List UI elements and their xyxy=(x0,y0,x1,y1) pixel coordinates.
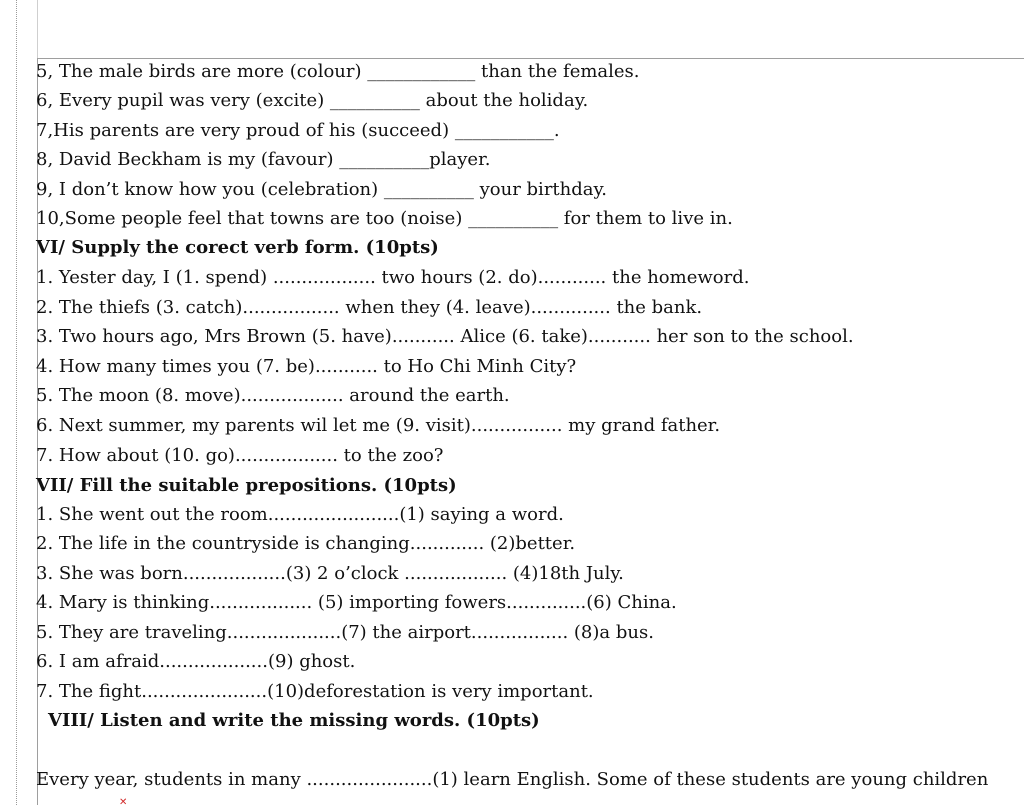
preposition-item-4: 4. Mary is thinking.................. (5) importing fowers..............(6) China. xyxy=(36,592,677,613)
verb-form-item-7: 7. How about (10. go).................. to the zoo? xyxy=(36,445,444,466)
exercise-item-5: 5, The male birds are more (colour) ____________ than the females. xyxy=(36,61,640,82)
verb-form-item-4: 4. How many times you (7. be)........... to Ho Chi Minh City? xyxy=(36,356,577,377)
verb-form-item-6: 6. Next summer, my parents wil let me (9. visit)................ my grand father. xyxy=(36,415,721,436)
exercise-item-7: 7,His parents are very proud of his (succeed) ___________. xyxy=(36,120,560,141)
preposition-item-1: 1. She went out the room.......................(1) saying a word. xyxy=(36,504,564,525)
exercise-item-9: 9, I don’t know how you (celebration) __________ your birthday. xyxy=(36,179,607,200)
exercise-item-10: 10,Some people feel that towns are too (noise) __________ for them to live in. xyxy=(36,208,733,229)
previous-page-border xyxy=(37,0,38,58)
preposition-item-7: 7. The fight......................(10)deforestation is very important. xyxy=(36,681,594,702)
preposition-item-2: 2. The life in the countryside is changing............. (2)better. xyxy=(36,533,576,554)
preposition-item-5: 5. They are traveling....................(7) the airport................. (8)a bus. xyxy=(36,622,654,643)
verb-form-item-3: 3. Two hours ago, Mrs Brown (5. have)........... Alice (6. take)........... her son to the school. xyxy=(36,326,854,347)
table-border-top xyxy=(37,58,1024,59)
exercise-item-6: 6, Every pupil was very (excite) __________ about the holiday. xyxy=(36,90,589,111)
section-heading-vi: VI/ Supply the corect verb form. (10pts) xyxy=(36,237,439,258)
exercise-item-8: 8, David Beckham is my (favour) __________player. xyxy=(36,149,491,170)
verb-form-item-1: 1. Yester day, I (1. spend) .................. two hours (2. do)............ the homeword. xyxy=(36,267,750,288)
section-heading-vii: VII/ Fill the suitable prepositions. (10pts) xyxy=(36,475,457,496)
listening-passage: Every year, students in many ......................(1) learn English. Some of these students are young children xyxy=(36,769,989,790)
verb-form-item-5: 5. The moon (8. move).................. around the earth. xyxy=(36,385,510,406)
verb-form-item-2: 2. The thiefs (3. catch)................. when they (4. leave).............. the bank. xyxy=(36,297,703,318)
spellcheck-mark-icon: ✕ xyxy=(119,797,128,808)
section-heading-viii: VIII/ Listen and write the missing words. (10pts) xyxy=(48,710,540,731)
page-margin-line xyxy=(16,0,17,805)
preposition-item-6: 6. I am afraid...................(9) ghost. xyxy=(36,651,356,672)
preposition-item-3: 3. She was born..................(3) 2 o’clock .................. (4)18th July. xyxy=(36,563,624,584)
